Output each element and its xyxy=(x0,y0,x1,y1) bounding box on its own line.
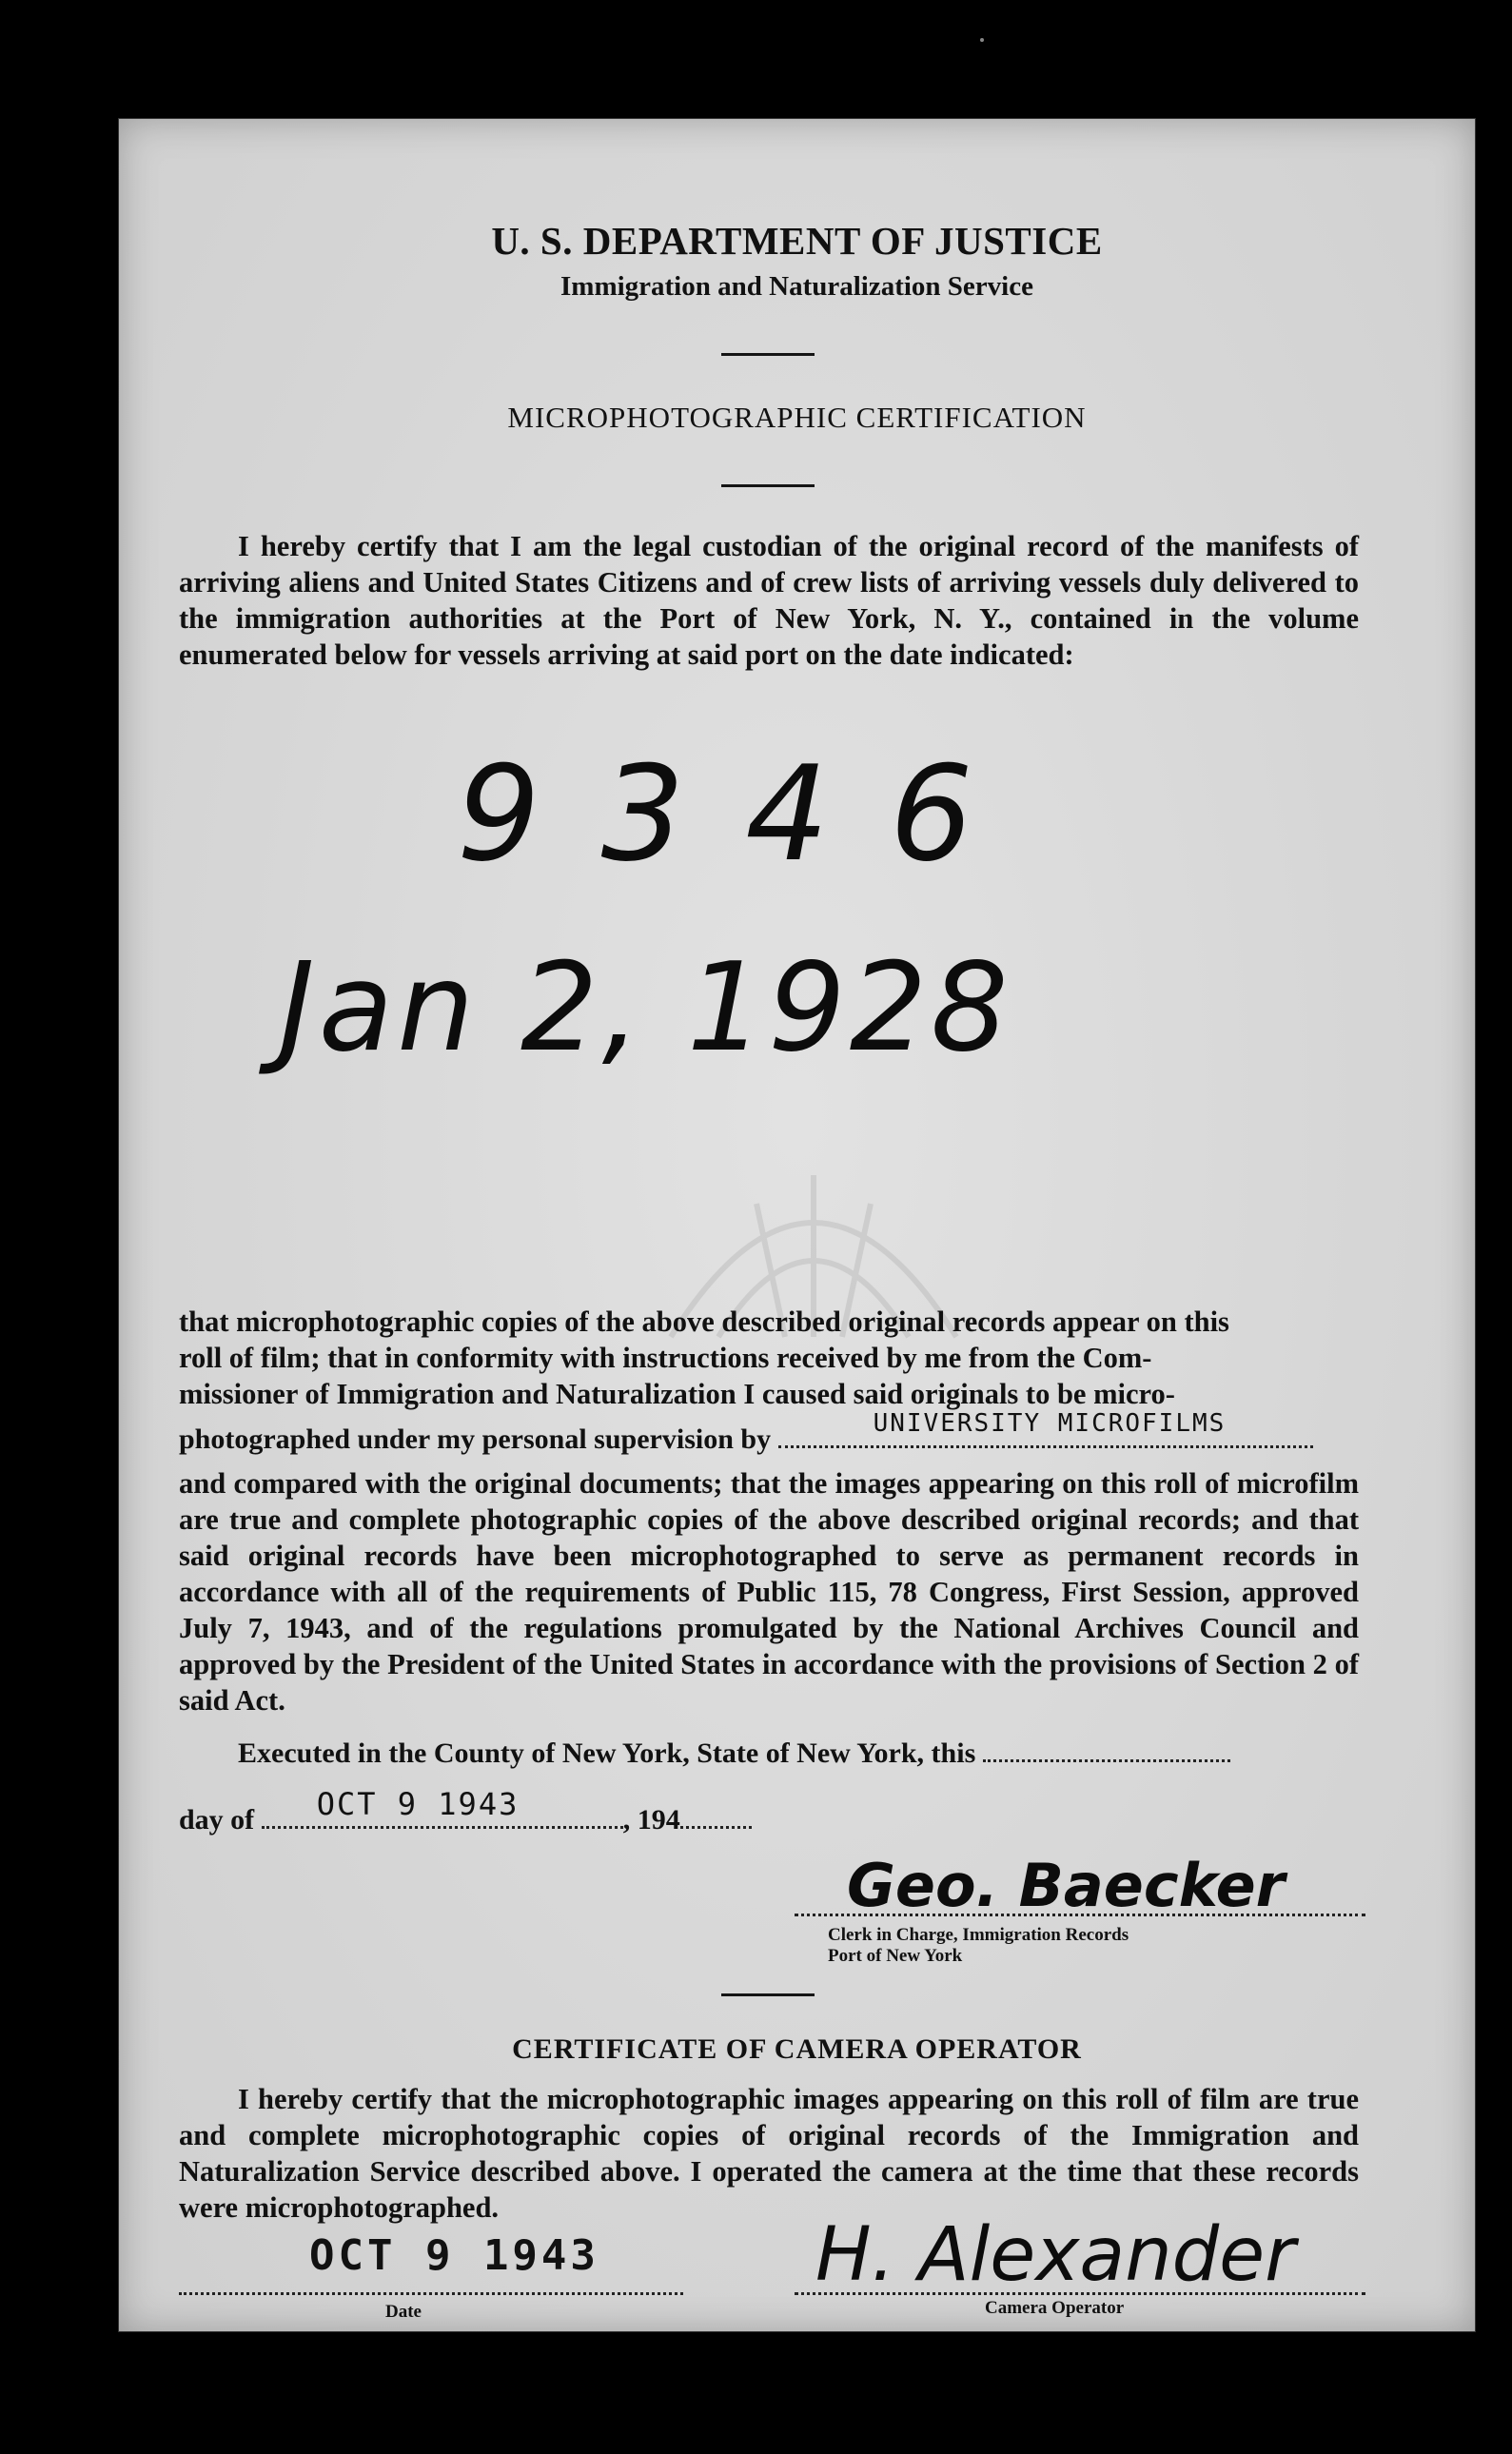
camera-date-stamp: OCT 9 1943 xyxy=(309,2231,599,2280)
date-label: Date xyxy=(385,2302,422,2322)
page-subtitle: Immigration and Naturalization Service xyxy=(560,271,1033,302)
photographed-by-stamp: UNIVERSITY MICROFILMS xyxy=(873,1409,1227,1438)
divider xyxy=(721,1993,815,1996)
executed-line xyxy=(238,1737,1230,1770)
year-field xyxy=(680,1803,752,1829)
executed-day-field xyxy=(983,1737,1230,1762)
photographed-by-prefix: photographed under my personal supervision by xyxy=(179,1423,772,1455)
camera-certification-text: I hereby certify that the microphotographic images appearing on this roll of film are true and complete microphotographic copies of original records of the Immigration and Naturalization Service described above. I operated the camera at the time that these records were microphotographed. xyxy=(179,2083,1359,2224)
day-of-line xyxy=(179,1786,752,1836)
divider xyxy=(721,484,815,487)
day-of-stamp: OCT 9 1943 xyxy=(316,1786,520,1822)
handwritten-volume-date: Jan 2, 1928 xyxy=(279,937,1012,1079)
signer-block xyxy=(828,1925,1129,1967)
clerk-signature: Geo. Baecker xyxy=(847,1851,1286,1920)
date-line xyxy=(179,2269,683,2295)
signer-title: Clerk in Charge, Immigration Records xyxy=(828,1925,1129,1945)
body-line: missioner of Immigration and Naturalization I caused said originals to be micro- xyxy=(179,1378,1175,1410)
body-line: that microphotographic copies of the above described original records appear on this xyxy=(179,1306,1229,1338)
photographed-by-line xyxy=(179,1409,1313,1456)
body-line: roll of film; that in conformity with instructions received by me from the Com- xyxy=(179,1342,1152,1374)
certificate-sheet xyxy=(119,119,1475,2331)
operator-signature-line xyxy=(795,2269,1365,2295)
year-prefix: , 194 xyxy=(622,1804,680,1836)
operator-label: Camera Operator xyxy=(985,2298,1125,2318)
handwritten-volume-number: 9 3 4 6 xyxy=(457,737,983,891)
page-title: U. S. DEPARTMENT OF JUSTICE xyxy=(491,219,1103,263)
certification-intro: I hereby certify that I am the legal custodian of the original record of the manifests of arriving aliens and United States Citizens and of crew lists of arriving vessels duly delivered to the immigration authorities at the Port of New York, N. Y., contained in the volume enumerated below for vessels arriving at said port on the date indicated: xyxy=(179,530,1359,671)
divider xyxy=(721,353,815,356)
day-of-field xyxy=(262,1786,623,1829)
photographed-by-field xyxy=(778,1409,1313,1448)
executed-text: Executed in the County of New York, State of New York, this xyxy=(238,1737,976,1769)
signer-location: Port of New York xyxy=(828,1946,963,1966)
certification-heading: MICROPHOTOGRAPHIC CERTIFICATION xyxy=(507,401,1087,434)
camera-heading: CERTIFICATE OF CAMERA OPERATOR xyxy=(512,2033,1082,2065)
day-of-label: day of xyxy=(179,1804,255,1836)
certification-body-rest: and compared with the original documents; that the images appearing on this roll of microfilm are true and complete photographic copies of the above described original records; and that said original records have been microphotographed to serve as permanent records in accordance with all of the requirements of Public 115, 78 Congress, First Session, approved July 7, 1943, and of the regulations promulgated by the National Archives Council and approved by the President of the United States in accordance with the provisions of Section 2 of said Act. xyxy=(179,1467,1359,1717)
certification-body-lead xyxy=(179,1304,1359,1412)
operator-signature: H. Alexander xyxy=(815,2212,1296,2298)
